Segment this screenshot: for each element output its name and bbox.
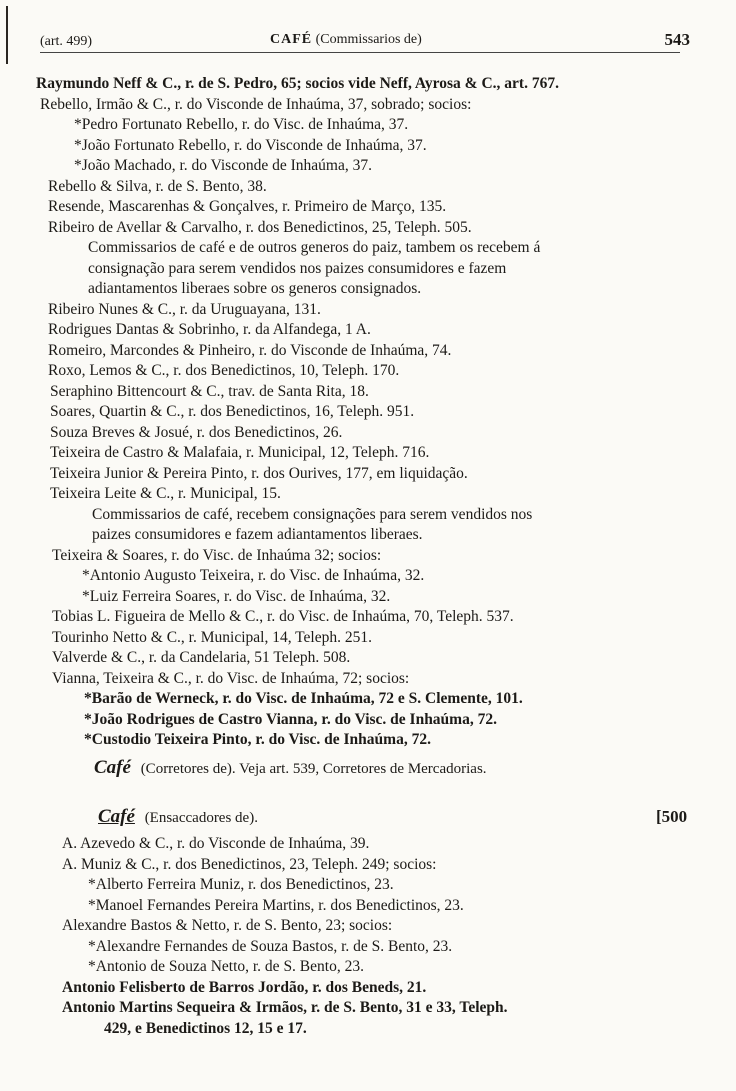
page-number: 543 [664,30,690,49]
list-item: Ribeiro de Avellar & Carvalho, r. dos Benedictinos, 25, Teleph. 505. [48,218,472,236]
list-item: Teixeira de Castro & Malafaia, r. Municipal, 12, Teleph. 716. [50,444,430,461]
commissarios-list [0,74,736,751]
list-item: Commissarios de café e de outros generos do paiz, tambem os recebem á [88,239,541,256]
heading-text: (Ensaccadores de). [144,810,258,826]
list-item: *Alberto Ferreira Muniz, r. dos Benedictinos, 23. [88,876,394,893]
list-item: paizes consumidores e fazem adiantamentos liberaes. [92,526,423,543]
list-item: Tobias L. Figueira de Mello & C., r. do Visc. de Inhaúma, 70, Teleph. 537. [52,608,514,625]
list-item: Romeiro, Marcondes & Pinheiro, r. do Visconde de Inhaúma, 74. [48,341,452,359]
list-item: adiantamentos liberaes sobre os generos consignados. [88,280,422,297]
list-item: Raymundo Neff & C., r. de S. Pedro, 65; socios vide Neff, Ayrosa & C., art. 767. [36,75,559,92]
list-item: *Alexandre Fernandes de Souza Bastos, r. de S. Bento, 23. [88,937,453,955]
heading-word: Café [94,757,131,778]
list-item: *Manoel Fernandes Pereira Martins, r. dos Benedictinos, 23. [88,896,464,914]
list-item: Teixeira & Soares, r. do Visc. de Inhaúma 32; socios: [52,546,382,564]
list-item: consignação para serem vendidos nos paizes consumidores e fazem [88,259,507,277]
heading-text: (Corretores de). Veja art. 539, Corretores de Mercadorias. [140,761,487,777]
list-item: *Luiz Ferreira Soares, r. do Visc. de Inhaúma, 32. [82,587,391,605]
list-item: *Antonio Augusto Teixeira, r. do Visc. de Inhaúma, 32. [82,567,425,584]
list-item: Alexandre Bastos & Netto, r. de S. Bento, 23; socios: [62,917,393,934]
list-item: Resende, Mascarenhas & Gonçalves, r. Primeiro de Março, 135. [48,198,447,215]
list-item: Tourinho Netto & C., r. Municipal, 14, Teleph. 251. [52,628,372,646]
list-item: Teixeira Leite & C., r. Municipal, 15. [50,485,281,502]
list-item: *Barão de Werneck, r. do Visc. de Inhaúma, 72 e S. Clemente, 101. [84,690,523,707]
list-item: Rodrigues Dantas & Sobrinho, r. da Alfandega, 1 A. [48,321,371,338]
page-title-bold: CAFÉ [270,32,313,47]
list-item: Rebello & Silva, r. de S. Bento, 38. [48,177,267,195]
ensaccadores-list [0,834,736,1039]
page-header [40,30,690,56]
corretores-heading [94,757,487,779]
list-item: *Custodio Teixeira Pinto, r. do Visc. de Inhaúma, 72. [84,731,431,748]
list-item: Commissarios de café, recebem consignações para serem vendidos nos [92,505,533,523]
list-item: Souza Breves & Josué, r. dos Benedictinos, 26. [50,423,343,441]
list-item: *João Machado, r. do Visconde de Inhaúma, 37. [74,157,372,174]
list-item: Antonio Felisberto de Barros Jordão, r. dos Beneds, 21. [62,978,427,996]
list-item: *João Rodrigues de Castro Vianna, r. do Visc. de Inhaúma, 72. [84,710,497,728]
page-title [270,32,422,48]
list-item: Roxo, Lemos & C., r. dos Benedictinos, 10, Teleph. 170. [48,362,400,379]
ensaccadores-heading [98,806,258,828]
page-title-rest: (Commissarios de) [315,32,422,47]
list-item: Antonio Martins Sequeira & Irmãos, r. de S. Bento, 31 e 33, Teleph. [62,999,508,1016]
list-item: *Pedro Fortunato Rebello, r. do Visc. de Inhaúma, 37. [74,116,409,133]
list-item: *Antonio de Souza Netto, r. de S. Bento, 23. [88,958,364,975]
list-item: Valverde & C., r. da Candelaria, 51 Teleph. 508. [52,649,351,666]
list-item: A. Azevedo & C., r. do Visconde de Inhaúma, 39. [62,835,370,852]
list-item: Vianna, Teixeira & C., r. do Visc. de Inhaúma, 72; socios: [52,669,410,687]
list-item: Rebello, Irmão & C., r. do Visconde de Inhaúma, 37, sobrado; socios: [40,95,472,113]
list-item: 429, e Benedictinos 12, 15 e 17. [104,1019,307,1037]
header-rule [40,52,680,53]
list-item: *João Fortunato Rebello, r. do Visconde de Inhaúma, 37. [74,136,427,154]
list-item: Teixeira Junior & Pereira Pinto, r. dos Ourives, 177, em liquidação. [50,464,468,482]
margin-rule [6,6,8,64]
list-item: Ribeiro Nunes & C., r. da Uruguayana, 131. [48,300,321,318]
article-reference: (art. 499) [40,34,93,49]
list-item: A. Muniz & C., r. dos Benedictinos, 23, Teleph. 249; socios: [62,855,437,873]
article-number: [500 [656,807,688,826]
heading-word: Café [98,806,135,827]
list-item: Soares, Quartin & C., r. dos Benedictinos, 16, Teleph. 951. [50,403,415,420]
list-item: Seraphino Bittencourt & C., trav. de Santa Rita, 18. [50,382,369,400]
